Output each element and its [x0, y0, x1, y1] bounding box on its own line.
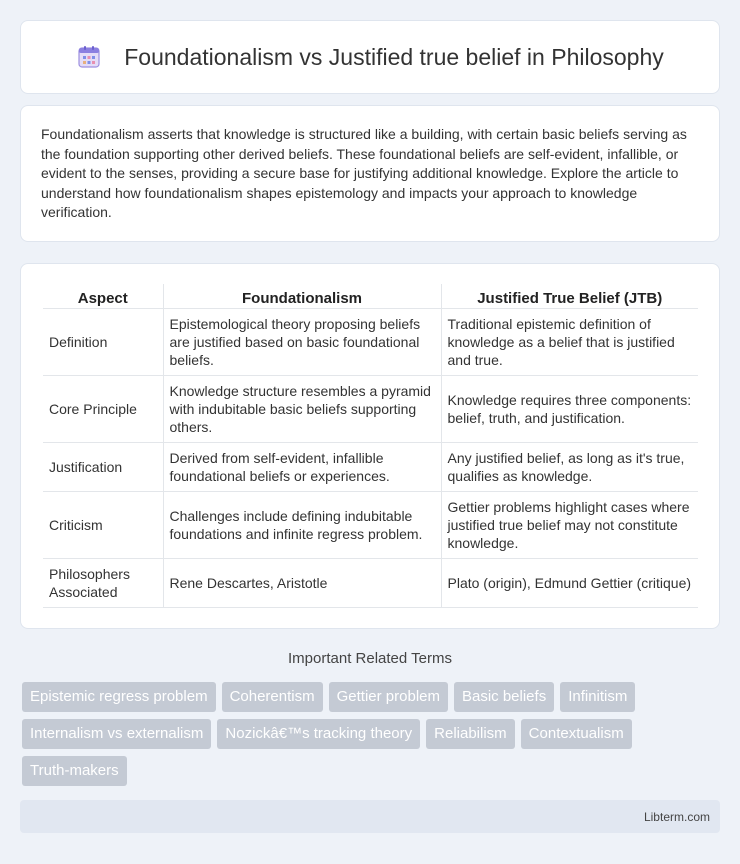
cell-aspect: Core Principle [43, 375, 163, 442]
related-term-tag[interactable]: Coherentism [222, 682, 323, 712]
header-foundationalism: Foundationalism [163, 284, 441, 308]
cell-jtb: Traditional epistemic definition of knowledge as a belief that is justified and true. [441, 308, 698, 375]
calendar-grid-icon [76, 44, 102, 70]
related-term-tag[interactable]: Contextualism [521, 719, 632, 749]
cell-foundationalism: Derived from self-evident, infallible foundational beliefs or experiences. [163, 442, 441, 491]
related-term-tag[interactable]: Infinitism [560, 682, 635, 712]
table-row [43, 558, 698, 607]
related-term-tag[interactable]: Epistemic regress problem [22, 682, 216, 712]
cell-jtb: Knowledge requires three components: belief, truth, and justification. [441, 375, 698, 442]
footer [20, 800, 720, 833]
related-terms-title: Important Related Terms [288, 650, 452, 667]
cell-foundationalism: Challenges include defining indubitable foundations and infinite regress problem. [163, 491, 441, 558]
table-row [43, 442, 698, 491]
header-aspect: Aspect [43, 284, 163, 308]
cell-aspect: Definition [43, 308, 163, 375]
cell-jtb: Any justified belief, as long as it's true, qualifies as knowledge. [441, 442, 698, 491]
cell-foundationalism: Knowledge structure resembles a pyramid with indubitable basic beliefs supporting others. [163, 375, 441, 442]
table-row [43, 375, 698, 442]
comparison-table [43, 284, 698, 608]
cell-aspect: Philosophers Associated [43, 558, 163, 607]
table-row [43, 491, 698, 558]
intro-text: Foundationalism asserts that knowledge is structured like a building, with certain basic beliefs serving as the foundation supporting other derived beliefs. These foundational beliefs are self-evident, infallible, or evident to the senses, providing a secure base for justifying additional knowledge. Explore the article to understand how foundationalism shapes epistemology and impacts your approach to knowledge verification. [41, 126, 687, 220]
cell-jtb: Plato (origin), Edmund Gettier (critique) [441, 558, 698, 607]
related-terms-list [22, 682, 722, 786]
table-header-row [43, 284, 698, 308]
intro-card [20, 105, 720, 242]
related-term-tag[interactable]: Gettier problem [329, 682, 448, 712]
header-card [20, 20, 720, 94]
related-term-tag[interactable]: Nozickâ€™s tracking theory [217, 719, 420, 749]
cell-foundationalism: Epistemological theory proposing beliefs are justified based on basic foundational beliefs. [163, 308, 441, 375]
cell-foundationalism: Rene Descartes, Aristotle [163, 558, 441, 607]
cell-jtb: Gettier problems highlight cases where justified true belief may not constitute knowledge. [441, 491, 698, 558]
comparison-card [20, 263, 720, 629]
related-term-tag[interactable]: Reliabilism [426, 719, 515, 749]
cell-aspect: Justification [43, 442, 163, 491]
page-title: Foundationalism vs Justified true belief in Philosophy [124, 43, 664, 70]
related-term-tag[interactable]: Truth-makers [22, 756, 127, 786]
cell-aspect: Criticism [43, 491, 163, 558]
footer-site-link[interactable]: Libterm.com [643, 809, 710, 824]
table-row [43, 308, 698, 375]
header-jtb: Justified True Belief (JTB) [441, 284, 698, 308]
related-term-tag[interactable]: Basic beliefs [454, 682, 554, 712]
related-term-tag[interactable]: Internalism vs externalism [22, 719, 211, 749]
